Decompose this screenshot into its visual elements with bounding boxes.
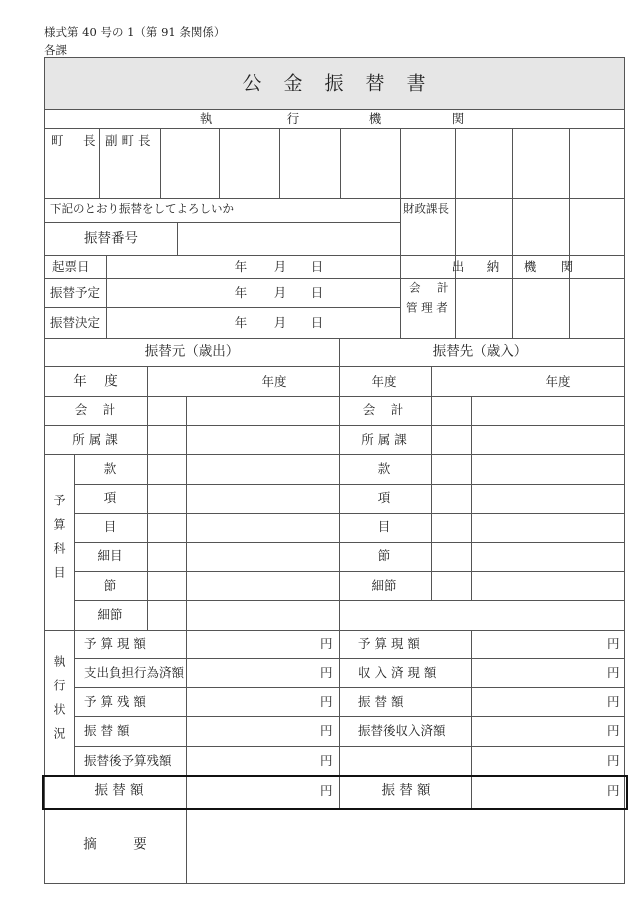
- kaikei-char: 会: [74, 401, 88, 417]
- suitou-char: 出: [451, 258, 465, 274]
- yen-mark: 円: [320, 635, 333, 651]
- right-budget-setsu: 節: [377, 547, 391, 563]
- budget-subject-label: 予算科目: [52, 494, 66, 590]
- right-total-label: 振 替 額: [381, 782, 431, 799]
- title-char: 振: [324, 72, 344, 95]
- execution-char: 行: [286, 110, 300, 126]
- right-status-after: 振替後収入済額: [358, 722, 446, 738]
- title-char: 替: [365, 72, 385, 95]
- date-year: 年: [234, 314, 248, 330]
- request-text: 下記のとおり振替をしてよろしいか: [50, 201, 234, 216]
- dest-nendo-suffix: 年度: [545, 373, 571, 389]
- yen-mark: 円: [607, 752, 620, 768]
- tekiyo-char: 要: [133, 836, 147, 853]
- cho-label-char: 長: [83, 132, 96, 148]
- left-status-futan: 支出負担行為済額: [84, 664, 185, 680]
- suitou-char: 関: [560, 258, 574, 274]
- date-year: 年: [234, 284, 248, 300]
- title-char: 書: [406, 72, 426, 95]
- yen-mark: 円: [320, 693, 333, 709]
- department-label: 各課: [44, 43, 67, 57]
- right-budget-kou: 項: [377, 489, 391, 505]
- fuku-cho-label: 副 町 長: [105, 132, 151, 148]
- right-budget-kan: 款: [377, 460, 391, 476]
- right-status-genkaku: 予 算 現 額: [358, 635, 420, 651]
- execution-status-label: 執行状況: [52, 655, 66, 751]
- source-heading: 振替元（歳出）: [144, 343, 240, 360]
- yen-mark: 円: [607, 635, 620, 651]
- shozoku-label: 所 属 課: [72, 431, 118, 447]
- zaisei-label: 財政課長: [403, 201, 449, 216]
- form-reference: 様式第 40 号の 1（第 91 条関係）: [44, 25, 226, 39]
- kaikei-char: 計: [390, 401, 404, 417]
- kaikei-char: 会: [362, 401, 376, 417]
- left-budget-setsu: 節: [103, 577, 117, 593]
- right-budget-moku: 目: [377, 518, 391, 534]
- yen-mark: 円: [607, 722, 620, 738]
- kihyobi-label: 起票日: [52, 258, 90, 274]
- left-status-zangaku: 予 算 残 額: [84, 693, 146, 709]
- execution-char: 執: [199, 110, 213, 126]
- right-budget-saisetsu: 細節: [371, 577, 397, 593]
- shozoku-label: 所 属 課: [361, 431, 407, 447]
- kanrisha-label: 管 理 者: [406, 300, 448, 315]
- dest-heading: 振替先（歳入）: [432, 343, 528, 360]
- left-budget-saisetsu: 細節: [97, 606, 123, 622]
- execution-char: 機: [368, 110, 382, 126]
- nendo-char: 度: [104, 373, 118, 390]
- furikae-no-label: 振替番号: [84, 230, 138, 247]
- yen-mark: 円: [607, 782, 620, 798]
- left-status-furikae: 振 替 額: [84, 722, 130, 738]
- title-char: 金: [283, 72, 303, 95]
- date-day: 日: [310, 258, 324, 274]
- left-budget-kan: 款: [103, 460, 117, 476]
- kaikei-char: 会: [409, 280, 421, 295]
- yen-mark: 円: [607, 693, 620, 709]
- execution-char: 関: [451, 110, 465, 126]
- left-status-genkaku: 予 算 現 額: [84, 635, 146, 651]
- left-status-after: 振替後予算残額: [84, 752, 172, 768]
- date-day: 日: [310, 314, 324, 330]
- yen-mark: 円: [320, 722, 333, 738]
- kaikei-char: 計: [437, 280, 449, 295]
- date-month: 月: [273, 258, 287, 274]
- nendo-char: 年: [73, 373, 87, 390]
- dest-nendo-label: 年度: [371, 373, 397, 389]
- source-nendo-suffix: 年度: [261, 373, 287, 389]
- right-status-furikae: 振 替 額: [358, 693, 404, 709]
- yen-mark: 円: [607, 664, 620, 680]
- kaikei-char: 計: [102, 401, 116, 417]
- yotei-label: 振替予定: [50, 284, 101, 300]
- yen-mark: 円: [320, 782, 333, 798]
- title-char: 公: [242, 72, 262, 95]
- date-month: 月: [273, 284, 287, 300]
- yen-mark: 円: [320, 664, 333, 680]
- suitou-char: 機: [523, 258, 537, 274]
- tekiyo-char: 摘: [83, 836, 97, 853]
- transfer-form: [44, 57, 624, 883]
- date-month: 月: [273, 314, 287, 330]
- cho-label-char: 町: [51, 132, 64, 148]
- left-budget-kou: 項: [103, 489, 117, 505]
- left-budget-moku: 目: [103, 518, 117, 534]
- suitou-char: 納: [486, 258, 500, 274]
- date-year: 年: [234, 258, 248, 274]
- right-status-shunyu: 収 入 済 現 額: [358, 664, 437, 680]
- yen-mark: 円: [320, 752, 333, 768]
- kettei-label: 振替決定: [50, 314, 101, 330]
- date-day: 日: [310, 284, 324, 300]
- left-total-label: 振 替 額: [94, 782, 144, 799]
- left-budget-saimoku: 細目: [97, 547, 123, 563]
